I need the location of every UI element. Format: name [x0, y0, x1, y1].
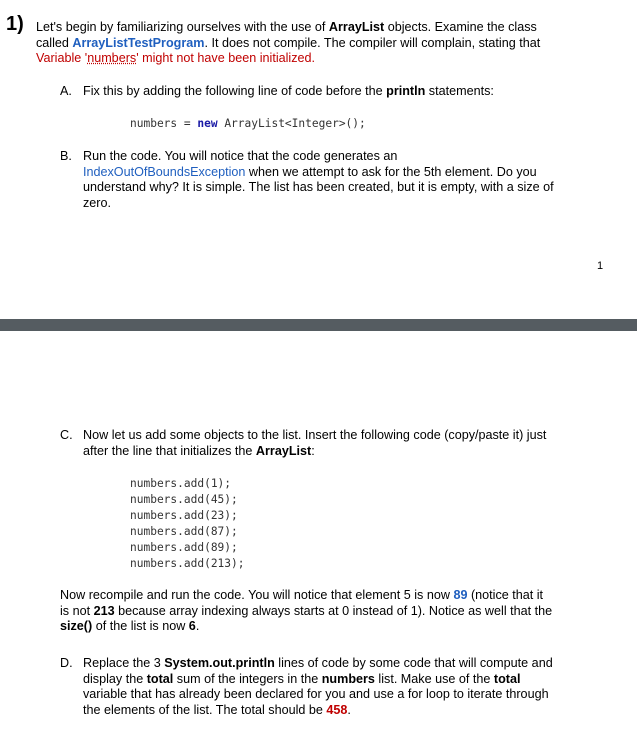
part-d-text: Replace the 3 System.out.println lines of code by some code that will compute and display the total sum of the integers in the numbers list. Make use of the total variable that has already been declared for you and use a for loop to iterate through the elements of the list. The total should be 458. — [83, 656, 553, 717]
part-a-code: numbers = new ArrayList<Integer>(); — [130, 117, 366, 130]
part-b-letter: B. — [60, 149, 72, 163]
page-break-divider — [0, 319, 637, 331]
arraylist-term-c: ArrayList — [255, 443, 312, 458]
compiler-error: Variable 'numbers' might not have been initialized. — [36, 51, 316, 66]
part-b-text: Run the code. You will notice that the code generates an IndexOutOfBoundsException when we attempt to ask for the 5th element. Do you understand why? It is simple. The list has been created, but it is empty, with a size of zero. — [83, 149, 554, 210]
part-a-letter: A. — [60, 84, 72, 98]
part-c-letter: C. — [60, 428, 73, 442]
total-term: total — [146, 671, 174, 686]
page-number: 1 — [597, 260, 604, 272]
code-line: numbers.add(1); — [130, 477, 232, 490]
part-c-text: Now let us add some objects to the list. Insert the following code (copy/paste it) just after the line that initializes the ArrayList: — [83, 428, 547, 458]
exception-name: IndexOutOfBoundsException — [83, 164, 246, 179]
println-term: println — [386, 84, 426, 98]
intro-paragraph — [36, 20, 626, 67]
code-line: numbers.add(213); — [130, 557, 245, 570]
part-a-text: Fix this by adding the following line of code before the println statements: — [83, 84, 494, 98]
value-458: 458 — [326, 702, 348, 717]
new-keyword: new — [197, 117, 218, 130]
value-6: 6 — [188, 619, 196, 634]
question-number: 1) — [6, 13, 24, 35]
value-89: 89 — [453, 588, 468, 602]
code-line: numbers.add(89); — [130, 541, 238, 554]
intro-line-1: Let's begin by familiarizing ourselves with the use of ArrayList objects. Examine the class — [36, 20, 537, 34]
program-name: ArrayListTestProgram — [72, 35, 205, 50]
sysout-term: System.out.println — [164, 656, 275, 670]
numbers-term: numbers — [321, 671, 375, 686]
value-213: 213 — [93, 603, 115, 618]
code-line: numbers.add(23); — [130, 509, 238, 522]
total-term: total — [493, 671, 521, 686]
part-d-letter: D. — [60, 656, 73, 670]
size-method: size() — [60, 619, 93, 634]
code-line: numbers.add(87); — [130, 525, 238, 538]
recompile-paragraph: Now recompile and run the code. You will notice that element 5 is now 89 (notice that it is not 213 because array indexing always starts at 0 instead of 1). Notice as well that the size() of the list is now 6. — [60, 588, 553, 634]
arraylist-term: ArrayList — [328, 20, 385, 34]
intro-line-2: called ArrayListTestProgram. It does not compile. The compiler will complain, stating that — [36, 35, 541, 50]
error-variable: numbers — [87, 51, 137, 66]
code-line: numbers.add(45); — [130, 493, 238, 506]
